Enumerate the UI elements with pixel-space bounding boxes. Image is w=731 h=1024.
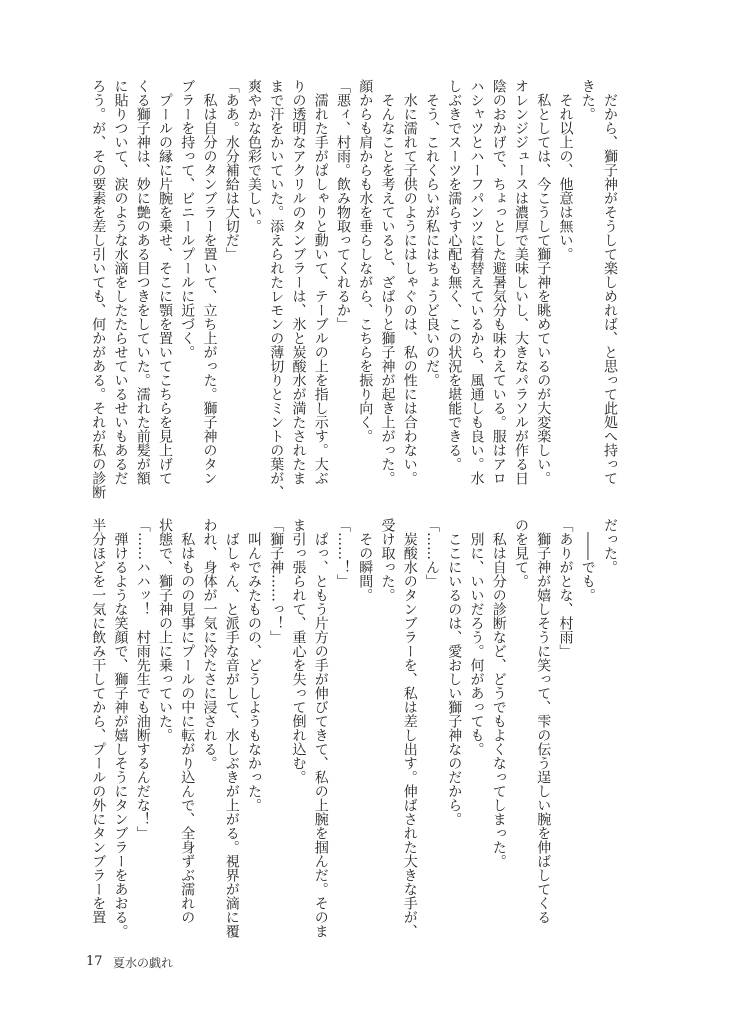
dialogue-line: 「……！」 — [335, 518, 351, 588]
text-line: だった。 — [602, 518, 618, 574]
text-line: その瞬間。 — [357, 518, 374, 602]
dialogue-line: 「悪ィ、村雨。飲み物取ってくれるか」 — [335, 79, 351, 331]
text-line: 私としては、今こうして獅子神を眺めているのが大変楽しい。 — [535, 79, 552, 485]
text-line: そんなことを考えていると、ざばりと獅子神が起き上がった。 — [379, 79, 396, 485]
dialogue-line: 「……ん」 — [424, 518, 440, 588]
text-line: そう、これくらいが私にはちょうど良いのだ。 — [424, 79, 440, 387]
text-line: 弾けるような笑顔で、獅子神が嬉しそうにタンブラーをあおる。 — [112, 518, 129, 938]
text-line: くる獅子神は、妙に艶のある目つきをしていた。濡れた前髪が額 — [134, 79, 151, 485]
text-line: 受け取った。 — [379, 518, 396, 602]
text-line: われ、身体が一気に冷たさに浸される。 — [201, 518, 218, 770]
text-line: だから、獅子神がそうして楽しめれば、と思って此処へ持って — [602, 79, 618, 485]
text-line: ――でも。 — [579, 518, 596, 602]
text-line: 水に濡れて子供のようにはしゃぐのは、私の性には合わない。 — [401, 79, 418, 485]
text-line: 爽やかな色彩で美しい。 — [246, 79, 262, 233]
text-line: ブラーを持って、ビニールプールに近づく。 — [179, 79, 196, 359]
text-line: 私は自分のタンブラーを置いて、立ち上がった。獅子神のタン — [201, 79, 218, 485]
upper-text-tier — [87, 79, 621, 499]
text-line: ぱっ、ともう片方の手が伸びてきて、私の上腕を掴んだ。そのま — [312, 518, 329, 938]
lower-text-tier — [87, 518, 621, 938]
text-line: のを見て。 — [513, 518, 529, 588]
text-line: きた。 — [579, 79, 596, 121]
text-line: しぶきでスーツを濡らす心配も無く、この状況を堪能できる。 — [446, 79, 463, 471]
text-line: 獅子神が嬉しそうに笑って、雫の伝う逞しい腕を伸ばしてくる — [535, 518, 552, 924]
text-line: ろう。が、その要素を差し引いても、何かがある。それが私の診断 — [90, 79, 107, 499]
text-line: ま引っ張られて、重心を失って倒れ込む。 — [290, 518, 307, 784]
text-line: プールの縁に片腕を乗せ、そこに顎を置いてこちらを見上げて — [157, 79, 173, 485]
text-line: 濡れた手がぱしゃりと動いて、テーブルの上を指し示す。大ぶ — [312, 79, 329, 485]
text-line: まで汗をかいていた。添えられたレモンの薄切りとミントの葉が、 — [268, 79, 285, 499]
text-line: 半分ほどを一気に飲み干してから、プールの外にタンブラーを置 — [90, 518, 107, 924]
dialogue-line: 「ああ。水分補給は大切だ」 — [223, 79, 240, 261]
text-line: 顔からも肩からも水を垂らしながら、こちらを振り向く。 — [357, 79, 374, 443]
text-line: 陰のおかげで、ちょっとした避暑気分も味わえている。服はアロ — [490, 79, 507, 485]
text-line: 私はものの見事にプールの中に転がり込んで、全身ずぶ濡れの — [179, 518, 196, 924]
dialogue-line: 「……ハハッ！ 村雨先生でも油断するんだな！」 — [134, 518, 151, 840]
running-title: 夏水の戯れ — [113, 956, 174, 970]
text-line: 状態で、獅子神の上に乗っていた。 — [157, 518, 173, 742]
text-line: 炭酸水のタンブラーを、私は差し出す。伸ばされた大きな手が、 — [401, 518, 418, 938]
text-line: に貼りついて、涙のような水滴をしたたらせているせいもあるだ — [112, 79, 129, 485]
dialogue-line: 「ありがとな、村雨」 — [557, 518, 574, 658]
text-line: それ以上の、他意は無い。 — [557, 79, 574, 261]
text-line: ばしゃん、と派手な音がして、水しぶきが上がる。視界が滴に覆 — [223, 518, 240, 938]
text-line: ここにいるのは、愛おしい獅子神なのだから。 — [446, 518, 463, 826]
text-line: りの透明なアクリルのタンブラーは、氷と炭酸水が満たされたま — [290, 79, 307, 485]
text-line: 叫んでみたものの、どうしようもなかった。 — [246, 518, 262, 812]
text-line: 私は自分の診断など、どうでもよくなってしまった。 — [490, 518, 507, 868]
text-line: ハシャツとハーフパンツに着替えているから、風通しも良い。水 — [468, 79, 485, 485]
text-line: オレンジジュースは濃厚で美味しいし、大きなパラソルが作る日 — [513, 79, 529, 485]
dialogue-line: 「獅子神……っ！」 — [268, 518, 285, 644]
page-number: 17 — [86, 954, 103, 969]
text-line: 別に、いいだろう。何があっても。 — [468, 518, 485, 756]
